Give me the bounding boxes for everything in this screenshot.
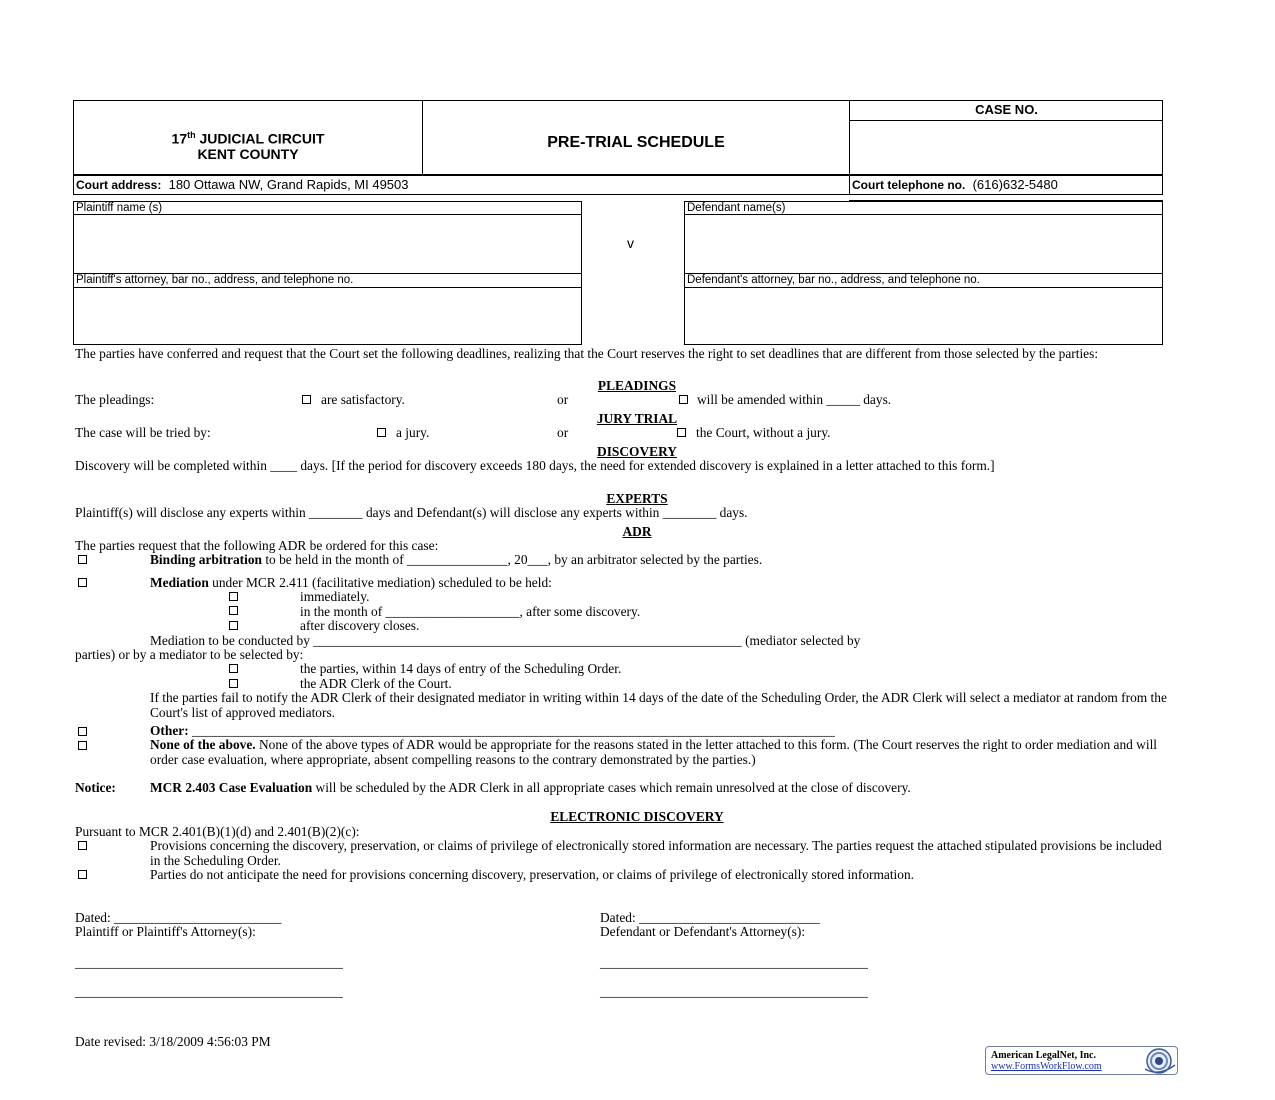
defendant-signature-line[interactable]: ________________________________________ [600, 984, 868, 999]
jury-text: a jury. [396, 425, 430, 440]
mediator-parties-checkbox[interactable] [229, 664, 238, 673]
court-trial-text: the Court, without a jury. [696, 425, 831, 440]
notice-label: Notice: [75, 780, 116, 795]
defendant-attorney-label: Defendant's attorney, bar no., address, and telephone no. [687, 274, 980, 286]
pleadings-satisfactory-checkbox[interactable] [302, 395, 311, 404]
mediation-text: Mediation under MCR 2.411 (facilitative mediation) scheduled to be held: [150, 575, 552, 590]
none-adr-text: None of the above. None of the above types of ADR would be appropriate for the reasons stated in the letter attached to this form. (The Court reserves the right to order mediation and will order case evaluation, where appropriate, absent compelling reasons to the contrary demonstrated by the parties.) [150, 737, 1158, 767]
plaintiff-dated[interactable]: Dated: _________________________ [75, 910, 282, 925]
adr-intro: The parties request that the following ADR be ordered for this case: [75, 538, 439, 553]
electronic-provisions-checkbox[interactable] [78, 841, 87, 850]
mediation-month-text: in the month of ____________________, after some discovery. [300, 604, 641, 619]
none-adr-checkbox[interactable] [78, 741, 87, 750]
date-revised: Date revised: 3/18/2009 4:56:03 PM [75, 1034, 271, 1049]
pleadings-heading: PLEADINGS [597, 378, 677, 393]
pleadings-label: The pleadings: [75, 392, 155, 407]
court-phone: Court telephone no. (616)632-5480 [852, 177, 1058, 192]
mediation-after-discovery-checkbox[interactable] [229, 621, 238, 630]
binding-arbitration-text: Binding arbitration to be held in the month of _______________, 20___, by an arbitrator selected by the parties. [150, 552, 763, 567]
defendant-label: Defendant name(s) [687, 202, 786, 214]
electronic-none-checkbox[interactable] [78, 870, 87, 879]
jury-heading: JURY TRIAL [596, 411, 678, 426]
other-adr-checkbox[interactable] [78, 727, 87, 736]
jury-label: The case will be tried by: [75, 425, 211, 440]
plaintiff-label: Plaintiff name (s) [76, 202, 163, 214]
electronic-provisions-text: Provisions concerning the discovery, preservation, or claims of privilege of electronically stored information are necessary. The parties request the attached stipulated provisions be included in the Scheduling Order. [150, 838, 1162, 868]
defendant-dated[interactable]: Dated: ___________________________ [600, 910, 820, 925]
defendant-name-field[interactable] [685, 215, 1162, 272]
logo-name: American LegalNet, Inc. [991, 1050, 1096, 1061]
jury-checkbox[interactable] [377, 428, 386, 437]
discovery-text: Discovery will be completed within ____ days. [If the period for discovery exceeds 180 days, the need for extended discovery is explained in a letter attached to this form.] [75, 458, 995, 473]
experts-text: Plaintiff(s) will disclose any experts within ________ days and Defendant(s) will disclose any experts within ________ days. [75, 505, 748, 520]
defendant-signature-line[interactable]: ________________________________________ [600, 955, 868, 970]
discovery-heading: DISCOVERY [597, 444, 677, 459]
adr-heading: ADR [622, 524, 652, 539]
plaintiff-attorney-label: Plaintiff's attorney, bar no., address, and telephone no. [76, 274, 354, 286]
mediation-checkbox[interactable] [78, 578, 87, 587]
address-divider [849, 175, 850, 195]
form-title: PRE-TRIAL SCHEDULE [547, 134, 725, 151]
logo-url[interactable]: www.FormsWorkFlow.com [991, 1061, 1102, 1072]
mediation-after-discovery-text: after discovery closes. [300, 618, 420, 633]
plaintiff-signature-label: Plaintiff or Plaintiff's Attorney(s): [75, 924, 256, 939]
mediator-clerk-checkbox[interactable] [229, 679, 238, 688]
pleadings-amended-text: will be amended within _____ days. [697, 392, 892, 407]
jury-or: or [557, 425, 569, 440]
mediation-conducted-line2: parties) or by a mediator to be selected by: [75, 647, 304, 662]
mediator-parties-text: the parties, within 14 days of entry of the Scheduling Order. [300, 661, 622, 676]
mediation-immediately-checkbox[interactable] [229, 592, 238, 601]
court-name: 17th JUDICIAL CIRCUIT KENT COUNTY [171, 130, 325, 162]
electronic-heading: ELECTRONIC DISCOVERY [550, 809, 724, 824]
globe-icon [1141, 1047, 1177, 1075]
plaintiff-signature-line[interactable]: ________________________________________ [75, 984, 343, 999]
mediation-conducted-line1: Mediation to be conducted by ________________________________________________________________ (mediator selected by [150, 633, 861, 648]
mediator-clerk-text: the ADR Clerk of the Court. [300, 676, 452, 691]
electronic-none-text: Parties do not anticipate the need for provisions concerning discovery, preservation, or claims of privilege of electronically stored information. [150, 867, 915, 882]
pleadings-satisfactory-text: are satisfactory. [321, 392, 405, 407]
notice-text: MCR 2.403 Case Evaluation will be scheduled by the ADR Clerk in all appropriate cases which remain unresolved at the close of discovery. [150, 780, 911, 795]
publisher-logo[interactable] [985, 1046, 1178, 1075]
electronic-intro: Pursuant to MCR 2.401(B)(1)(d) and 2.401(B)(2)(c): [75, 824, 360, 839]
mediator-fail-notice: If the parties fail to notify the ADR Clerk of their designated mediator in writing within 14 days of the date of the Scheduling Order, the ADR Clerk will select a mediator at random from the Court's list of approved mediators. [150, 690, 1167, 720]
case-no-label: CASE NO. [975, 102, 1038, 117]
plaintiff-name-field[interactable] [74, 215, 581, 272]
court-address: Court address: 180 Ottawa NW, Grand Rapids, MI 49503 [76, 177, 409, 192]
mediation-immediately-text: immediately. [300, 589, 370, 604]
experts-heading: EXPERTS [606, 491, 668, 506]
plaintiff-attorney-field[interactable] [74, 288, 581, 344]
pleadings-or: or [557, 392, 569, 407]
pleadings-amended-checkbox[interactable] [679, 395, 688, 404]
defendant-signature-label: Defendant or Defendant's Attorney(s): [600, 924, 806, 939]
case-no-divider [849, 120, 1163, 121]
other-adr-text: Other: ________________________________________________________________________________________________ [150, 723, 835, 738]
court-trial-checkbox[interactable] [677, 428, 686, 437]
defendant-attorney-field[interactable] [685, 288, 1162, 344]
case-no-field[interactable] [851, 122, 1161, 173]
intro-text: The parties have conferred and request that the Court set the following deadlines, realizing that the Court reserves the right to set deadlines that are different from those selected by the parties: [75, 346, 1099, 361]
plaintiff-signature-line[interactable]: ________________________________________ [75, 955, 343, 970]
versus: v [627, 235, 634, 251]
binding-arbitration-checkbox[interactable] [78, 555, 87, 564]
mediation-month-checkbox[interactable] [229, 606, 238, 615]
